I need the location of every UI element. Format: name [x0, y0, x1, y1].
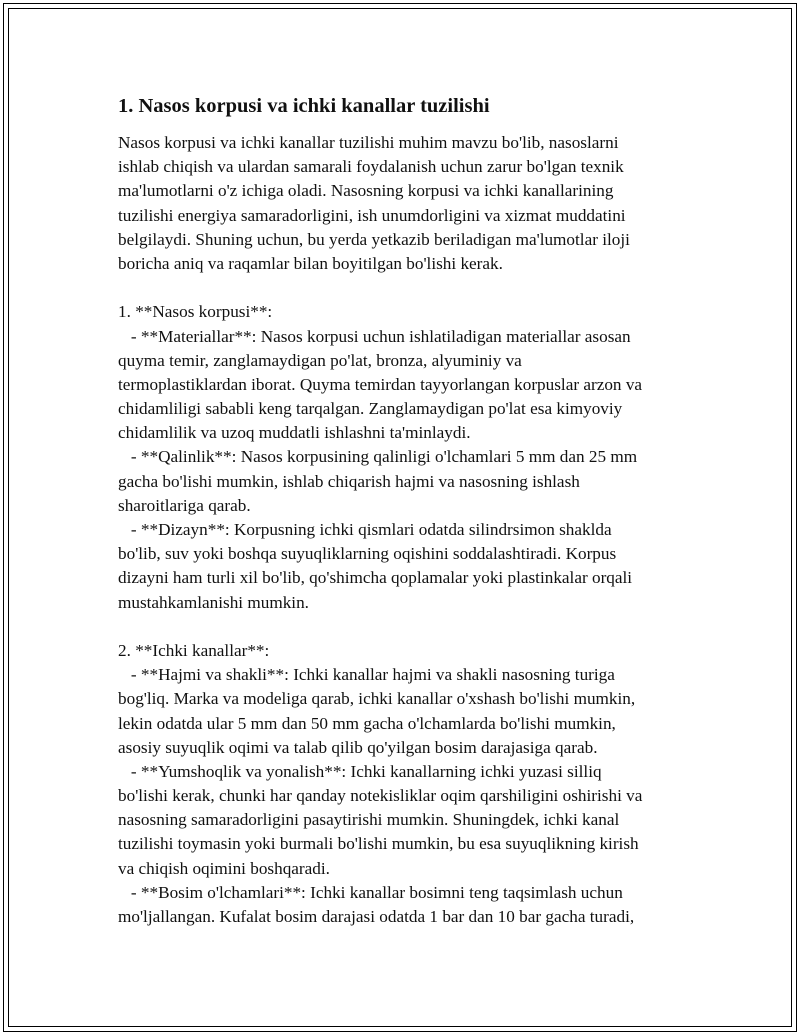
text-line: ishlab chiqish va ulardan samarali foydalanish uchun zarur bo'lgan texnik: [118, 157, 624, 177]
section-heading: 2. **Ichki kanallar**:: [118, 640, 270, 660]
document-title: 1. Nasos korpusi va ichki kanallar tuzilishi: [118, 95, 490, 117]
text-line: gacha bo'lishi mumkin, ishlab chiqarish hajmi va nasosning ishlash: [118, 471, 580, 491]
paragraph-gap: [118, 615, 718, 639]
text-line: chidamliligi sababli keng tarqalgan. Zanglamaydigan po'lat esa kimyoviy: [118, 399, 623, 419]
text-line: quyma temir, zanglamaydigan po'lat, bronza, alyuminiy va: [118, 350, 522, 370]
text-line: va chiqish oqimini boshqaradi.: [118, 858, 330, 878]
text-line: boricha aniq va raqamlar bilan boyitilgan bo'lishi kerak.: [118, 253, 503, 273]
text-line: bo'lib, suv yoki boshqa suyuqliklarning oqishini soddalashtiradi. Korpus: [118, 544, 617, 564]
section-nasos-korpusi: [118, 300, 718, 614]
text-line: tuzilishi energiya samaradorligini, ish unumdorligini va xizmat muddatini: [118, 205, 626, 225]
text-line: dizayni ham turli xil bo'lib, qo'shimcha qoplamalar yoki plastinkalar orqali: [118, 568, 633, 588]
text-line: - **Materiallar**: Nasos korpusi uchun ishlatiladigan materiallar asosan: [118, 326, 631, 346]
text-line: - **Bosim o'lchamlari**: Ichki kanallar bosimni teng taqsimlash uchun: [118, 882, 623, 902]
section-ichki-kanallar: [118, 639, 718, 929]
intro-paragraph: [118, 131, 718, 276]
text-line: - **Yumshoqlik va yonalish**: Ichki kanallarning ichki yuzasi silliq: [118, 761, 602, 781]
text-line: belgilaydi. Shuning uchun, bu yerda yetkazib beriladigan ma'lumotlar iloji: [118, 229, 630, 249]
text-line: - **Qalinlik**: Nasos korpusining qalinligi o'lchamlari 5 mm dan 25 mm: [118, 447, 638, 467]
text-line: termoplastiklardan iborat. Quyma temirdan tayyorlangan korpuslar arzon va: [118, 374, 643, 394]
text-line: bo'lishi kerak, chunki har qanday notekisliklar oqim qarshiligini oshirishi va: [118, 786, 643, 806]
text-line: Nasos korpusi va ichki kanallar tuzilishi muhim mavzu bo'lib, nasoslarni: [118, 133, 619, 152]
text-line: nasosning samaradorligini pasaytirishi mumkin. Shuningdek, ichki kanal: [118, 810, 620, 830]
paragraph-gap: [118, 276, 718, 300]
text-line: chidamlilik va uzoq muddatli ishlashni ta'minlaydi.: [118, 423, 471, 443]
section-heading: 1. **Nasos korpusi**:: [118, 302, 273, 322]
text-line: sharoitlariga qarab.: [118, 495, 251, 515]
text-line: - **Dizayn**: Korpusning ichki qismlari odatda silindrsimon shaklda: [118, 520, 612, 539]
text-line: ma'lumotlarni o'z ichiga oladi. Nasosning korpusi va ichki kanallarining: [118, 181, 614, 201]
text-line: lekin odatda ular 5 mm dan 50 mm gacha o'lchamlarda bo'lishi mumkin,: [118, 713, 616, 733]
text-line: tuzilishi toymasin yoki burmali bo'lishi mumkin, bu esa suyuqlikning kirish: [118, 834, 639, 854]
text-line: asosiy suyuqlik oqimi va talab qilib qo'yilgan bosim darajasiga qarab.: [118, 737, 598, 757]
text-line: mustahkamlanishi mumkin.: [118, 592, 309, 612]
text-line: - **Hajmi va shakli**: Ichki kanallar hajmi va shakli nasosning turiga: [118, 665, 615, 685]
document-body: [118, 92, 718, 929]
text-line: bog'liq. Marka va modeliga qarab, ichki kanallar o'xshash bo'lishi mumkin,: [118, 689, 636, 709]
text-line: mo'ljallangan. Kufalat bosim darajasi odatda 1 bar dan 10 bar gacha turadi,: [118, 907, 635, 926]
